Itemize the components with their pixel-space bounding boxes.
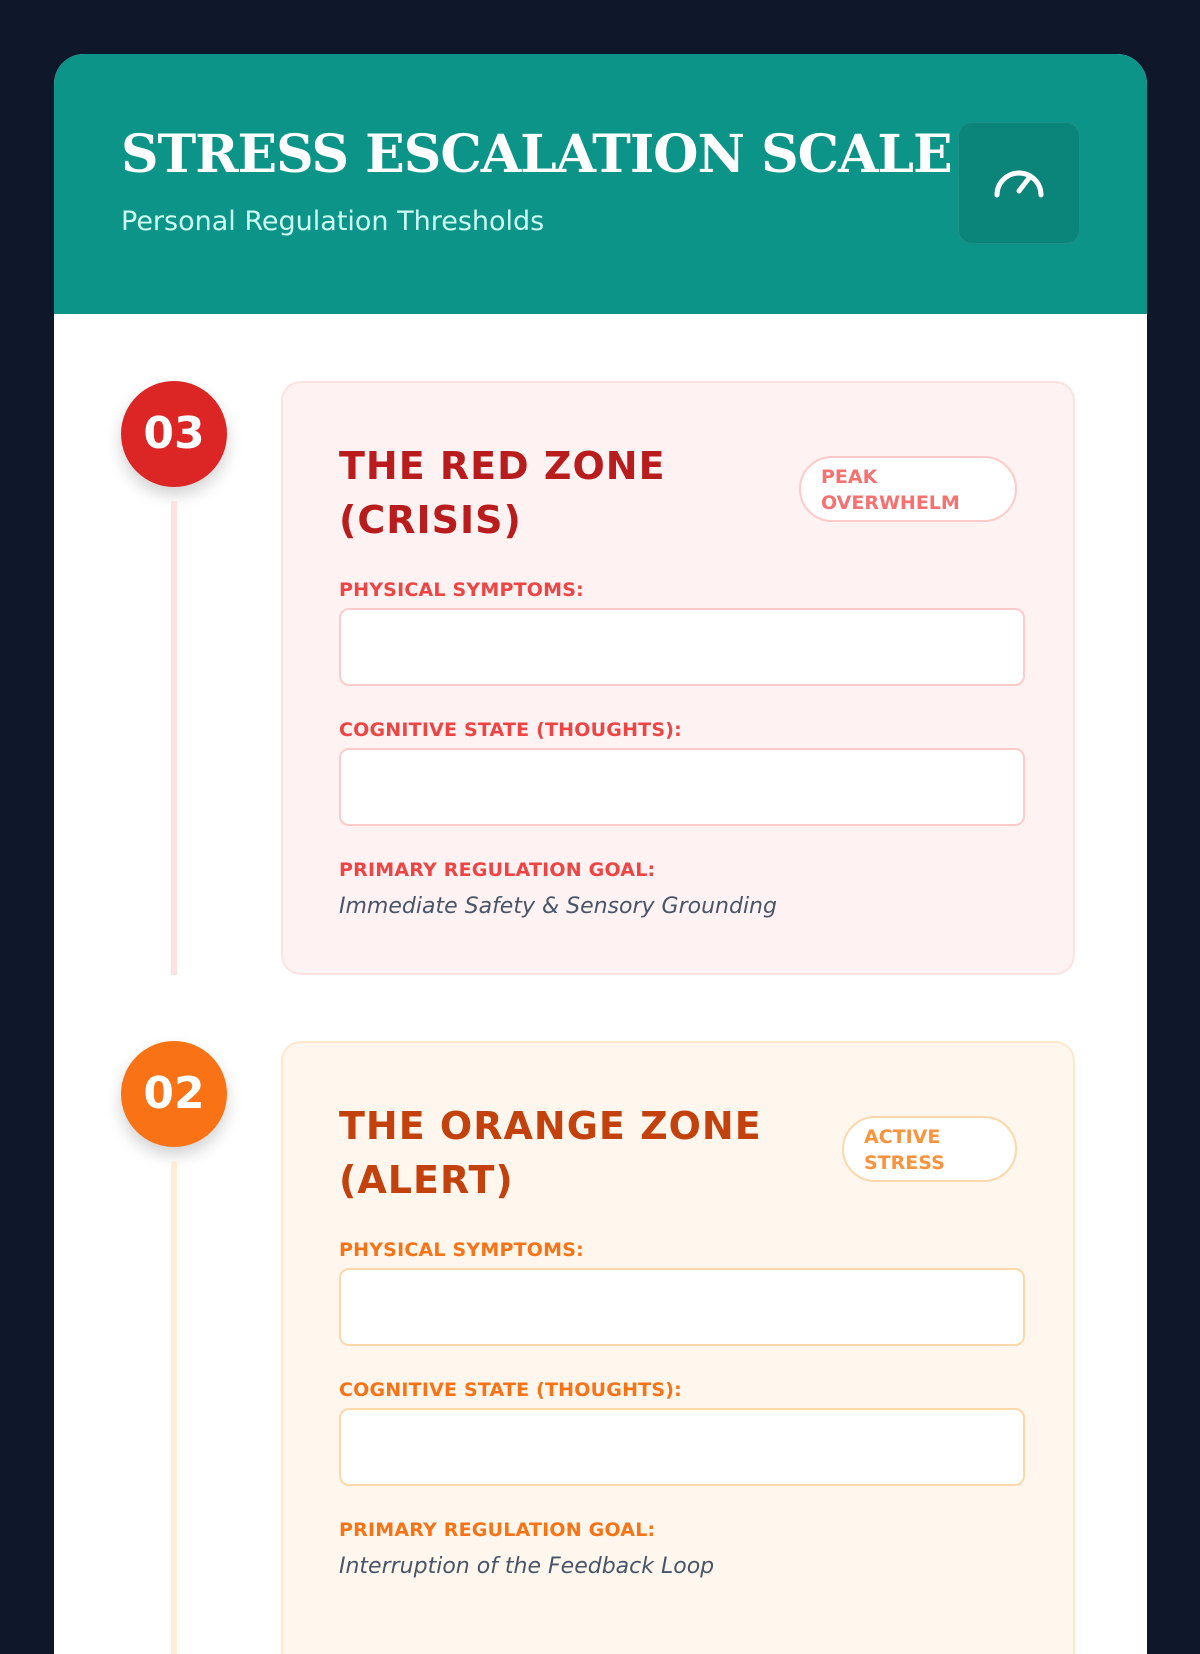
physical-symptoms-input[interactable] xyxy=(339,1268,1025,1346)
zone-status-badge: PEAK OVERWHELM xyxy=(799,456,1017,522)
zone-number-badge: 03 xyxy=(121,381,227,487)
cognitive-state-input[interactable] xyxy=(339,748,1025,826)
physical-symptoms-input[interactable] xyxy=(339,608,1025,686)
physical-symptoms-label: PHYSICAL SYMPTOMS: xyxy=(339,579,584,601)
timeline-rail xyxy=(171,501,177,975)
regulation-goal-label: PRIMARY REGULATION GOAL: xyxy=(339,859,656,881)
cognitive-state-label: COGNITIVE STATE (THOUGHTS): xyxy=(339,1379,682,1401)
regulation-goal-text: Interruption of the Feedback Loop xyxy=(339,1554,715,1579)
zone-title: THE RED ZONE (CRISIS) xyxy=(339,444,666,542)
zone-panel xyxy=(281,1041,1075,1654)
physical-symptoms-label: PHYSICAL SYMPTOMS: xyxy=(339,1239,584,1261)
zone-title: THE ORANGE ZONE (ALERT) xyxy=(339,1104,762,1202)
zone-status-badge: ACTIVE STRESS xyxy=(842,1116,1017,1182)
regulation-goal-label: PRIMARY REGULATION GOAL: xyxy=(339,1519,656,1541)
gauge-icon xyxy=(989,153,1049,213)
zone-panel xyxy=(281,381,1075,975)
regulation-goal-text: Immediate Safety & Sensory Grounding xyxy=(339,894,777,919)
header xyxy=(54,54,1147,314)
page-title: STRESS ESCALATION SCALE xyxy=(121,124,952,185)
timeline-rail xyxy=(171,1161,177,1654)
gauge-icon-box xyxy=(958,122,1080,244)
cognitive-state-label: COGNITIVE STATE (THOUGHTS): xyxy=(339,719,682,741)
escalation-scale-card xyxy=(54,54,1147,1654)
zone-number-badge: 02 xyxy=(121,1041,227,1147)
cognitive-state-input[interactable] xyxy=(339,1408,1025,1486)
page-subtitle: Personal Regulation Thresholds xyxy=(121,206,545,237)
